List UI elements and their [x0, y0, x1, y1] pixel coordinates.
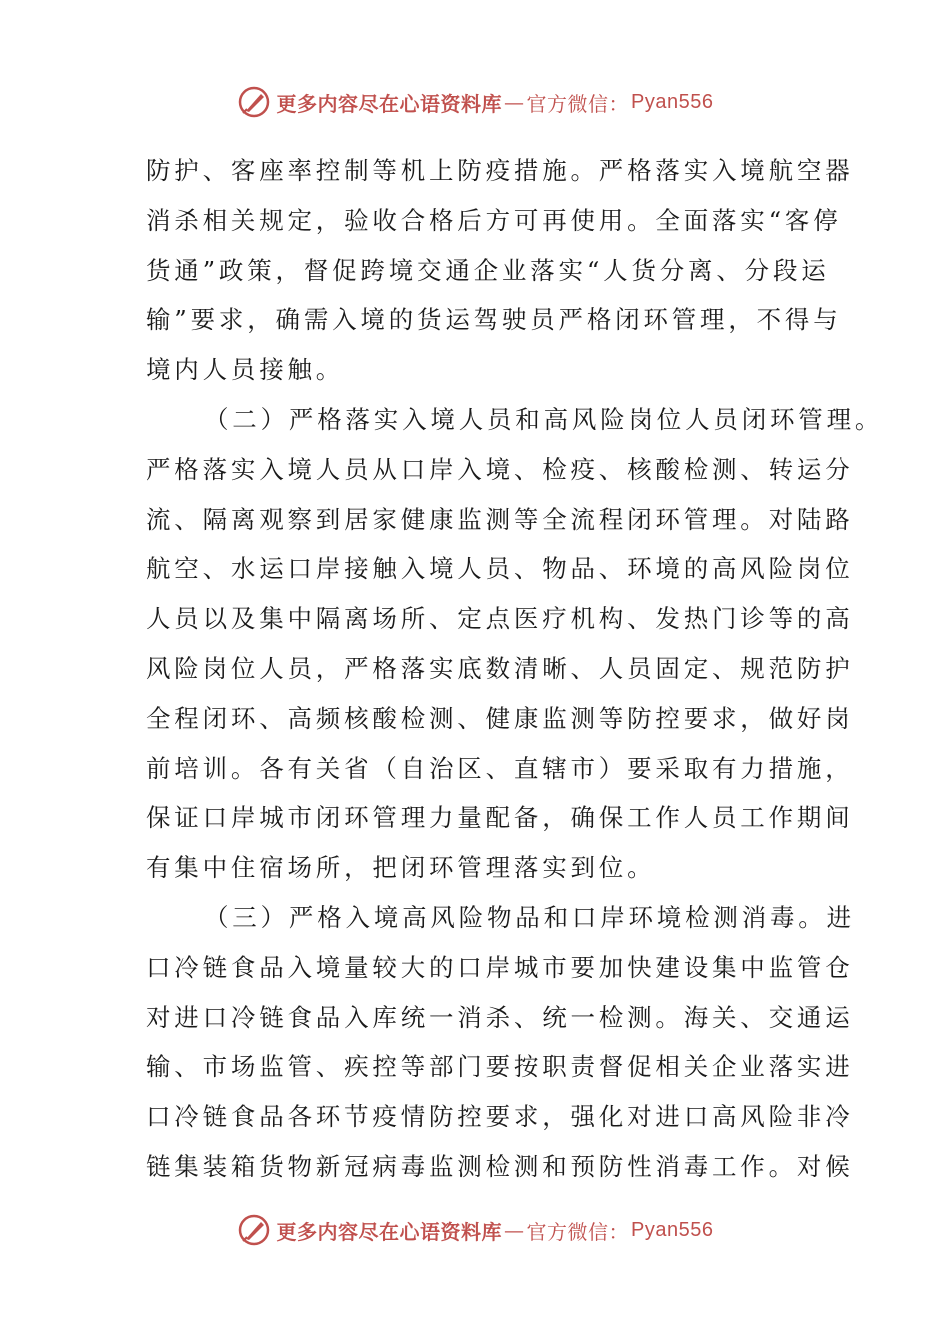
text-line: 全程闭环、高频核酸检测、健康监测等防控要求，做好岗	[146, 703, 854, 733]
footer-banner-text: 更多内容尽在心语资料库	[276, 1219, 503, 1244]
footer-banner	[0, 1208, 950, 1252]
header-banner	[0, 80, 950, 124]
footer-wechat-label: 官方微信：	[526, 1219, 630, 1244]
header-banner-dash: —	[504, 90, 525, 114]
text-line: 有集中住宿场所，把闭环管理落实到位。	[146, 853, 656, 883]
text-line: 防护、客座率控制等机上防疫措施。严格落实入境航空器	[146, 156, 854, 185]
quill-logo-icon	[237, 1213, 271, 1247]
header-banner-text: 更多内容尽在心语资料库	[276, 91, 503, 116]
header-banner-content	[237, 85, 714, 119]
paragraph-1	[146, 146, 854, 395]
text-line: 严格落实入境人员从口岸入境、检疫、核酸检测、转运分	[146, 454, 854, 484]
text-line: 前培训。各有关省（自治区、直辖市）要采取有力措施，	[146, 753, 854, 783]
text-line: 航空、水运口岸接触入境人员、物品、环境的高风险岗位	[146, 554, 854, 584]
header-wechat-label: 官方微信：	[526, 91, 630, 116]
section-heading-3: （三）严格入境高风险物品和口岸环境检测消毒。进	[204, 902, 855, 932]
text-line: 输、市场监管、疾控等部门要按职责督促相关企业落实进	[146, 1052, 854, 1082]
document-body	[146, 146, 884, 1192]
footer-wechat-id: Pyan556	[631, 1218, 714, 1241]
footer-banner-content	[237, 1213, 714, 1247]
paragraph-2	[146, 395, 884, 893]
text-line: 口冷链食品入境量较大的口岸城市要加快建设集中监管仓	[146, 952, 854, 982]
text-line: 境内人员接触。	[146, 355, 345, 385]
text-line: 对进口冷链食品入库统一消杀、统一检测。海关、交通运	[146, 1002, 854, 1032]
text-line: 消杀相关规定，验收合格后方可再使用。全面落实“客停	[146, 205, 842, 235]
text-line: 口冷链食品各环节疫情防控要求，强化对进口高风险非冷	[146, 1102, 854, 1132]
header-wechat-id: Pyan556	[631, 90, 714, 113]
text-line: 风险岗位人员，严格落实底数清晰、人员固定、规范防护	[146, 653, 854, 683]
footer-banner-dash: —	[504, 1218, 525, 1242]
text-line: 货通”政策，督促跨境交通企业落实“人货分离、分段运	[146, 255, 830, 285]
text-line: 保证口岸城市闭环管理力量配备，确保工作人员工作期间	[146, 803, 854, 833]
text-line: 输”要求，确需入境的货运驾驶员严格闭环管理，不得与	[146, 305, 842, 335]
section-heading-2: （二）严格落实入境人员和高风险岗位人员闭环管理。	[204, 404, 884, 434]
text-line: 流、隔离观察到居家健康监测等全流程闭环管理。对陆路	[146, 504, 854, 534]
text-line: 链集装箱货物新冠病毒监测检测和预防性消毒工作。对候	[146, 1151, 854, 1181]
paragraph-3	[146, 893, 855, 1192]
text-line: 人员以及集中隔离场所、定点医疗机构、发热门诊等的高	[146, 604, 854, 634]
quill-logo-icon	[237, 85, 271, 119]
